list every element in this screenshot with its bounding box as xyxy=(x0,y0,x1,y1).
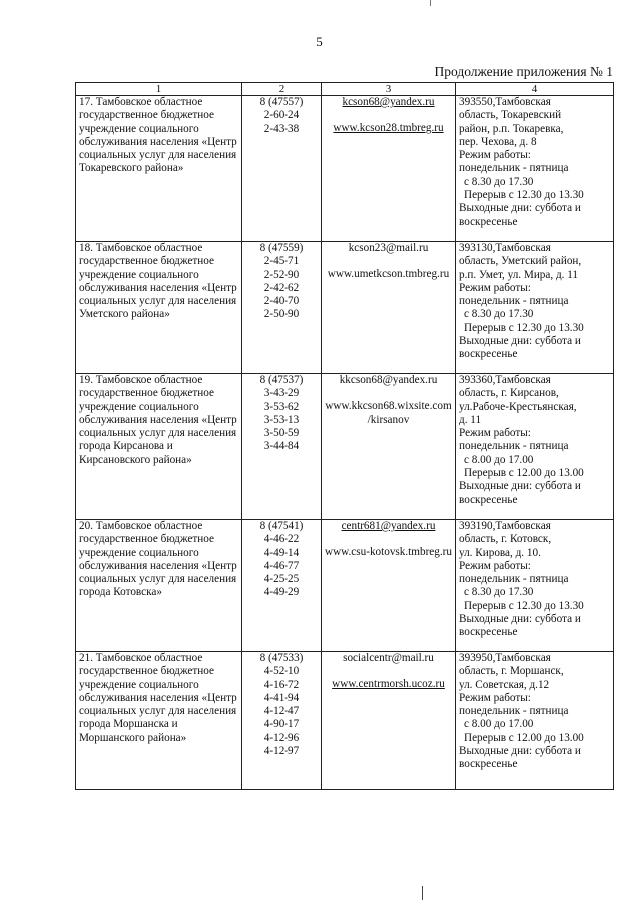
institution-name: 17. Тамбовское областное государственное бюджетное учреждение социального обслуживания населения «Центр социальных услуг для населения Токаревского района» xyxy=(76,96,242,242)
phone-number: 8 (47541) xyxy=(259,520,304,532)
hours-line: Режим работы: xyxy=(459,559,531,572)
phone-number: 4-90-17 xyxy=(263,718,300,731)
website-link[interactable]: www.csu-kotovsk.tmbreg.ru xyxy=(325,546,452,559)
contact-cell xyxy=(322,520,456,652)
hours-line: Перерыв с 12.30 до 13.30 xyxy=(464,189,584,202)
hours-line: Перерыв с 12.00 до 13.00 xyxy=(464,731,584,744)
scan-mark-bottom xyxy=(422,886,423,900)
phone-number: 4-25-25 xyxy=(263,573,300,586)
phone-number: 8 (47559) xyxy=(259,242,304,254)
hours-line: Перерыв с 12.00 до 13.00 xyxy=(464,467,584,480)
institution-name: 20. Тамбовское областное государственное бюджетное учреждение социального обслуживания населения «Центр социальных услуг для населения города Котовска» xyxy=(76,520,242,652)
address-line: д. 11 xyxy=(459,413,482,426)
hours-line: понедельник - пятница xyxy=(459,295,569,308)
phone-cell xyxy=(242,520,322,652)
hours-line: Перерыв с 12.30 до 13.30 xyxy=(464,321,584,334)
phone-number: 4-49-29 xyxy=(263,586,300,599)
hours-line: Режим работы: xyxy=(459,149,531,162)
continuation-title: Продолжение приложения № 1 xyxy=(434,64,613,79)
address-line: р.п. Умет, ул. Мира, д. 11 xyxy=(459,268,579,281)
column-header: 3 xyxy=(322,83,456,96)
hours-line: с 8.30 до 17.30 xyxy=(464,175,534,188)
table-row xyxy=(76,96,614,242)
email-link[interactable]: socialcentr@mail.ru xyxy=(343,652,434,664)
address-line: 393190,Тамбовская xyxy=(459,520,551,532)
phone-number: 2-52-90 xyxy=(263,268,300,281)
address-cell xyxy=(456,374,614,520)
address-line: ул.Рабоче-Крестьянская, xyxy=(459,400,577,413)
services-table xyxy=(75,82,614,790)
phone-number: 8 (47533) xyxy=(259,652,304,664)
table-row xyxy=(76,652,614,790)
contact-cell xyxy=(322,96,456,242)
address-line: пер. Чехова, д. 8 xyxy=(459,135,537,148)
phone-number: 4-46-77 xyxy=(263,559,300,572)
hours-line: Режим работы: xyxy=(459,691,531,704)
hours-line: с 8.00 до 17.00 xyxy=(464,718,534,731)
phone-number: 4-52-10 xyxy=(263,665,300,678)
hours-line: с 8.00 до 17.00 xyxy=(464,453,534,466)
phone-number: 4-16-72 xyxy=(263,678,300,691)
hours-line: Выходные дни: суббота и xyxy=(459,335,581,348)
hours-line: Выходные дни: суббота и xyxy=(459,202,581,215)
hours-line: воскресенье xyxy=(459,348,518,361)
hours-line: с 8.30 до 17.30 xyxy=(464,586,534,599)
address-line: область, Уметский район, xyxy=(459,255,582,268)
column-header: 2 xyxy=(242,83,322,96)
address-cell xyxy=(456,96,614,242)
phone-number: 2-60-24 xyxy=(263,109,300,122)
table-row xyxy=(76,520,614,652)
scan-mark-top xyxy=(430,0,431,6)
hours-line: Выходные дни: суббота и xyxy=(459,745,581,758)
phone-number: 2-40-70 xyxy=(263,295,300,308)
address-line: 393550,Тамбовская xyxy=(459,96,551,108)
phone-number: 2-43-38 xyxy=(263,122,300,135)
hours-line: воскресенье xyxy=(459,215,518,228)
table-row xyxy=(76,374,614,520)
email-link[interactable]: centr681@yandex.ru xyxy=(341,520,436,532)
hours-line: понедельник - пятница xyxy=(459,440,569,453)
phone-cell xyxy=(242,242,322,374)
phone-cell xyxy=(242,374,322,520)
phone-number: 4-12-47 xyxy=(263,705,300,718)
website-link[interactable]: www.kkcson68.wixsite.com/kirsanov xyxy=(325,400,452,426)
column-header: 4 xyxy=(456,83,614,96)
phone-number: 4-12-96 xyxy=(263,731,300,744)
hours-line: воскресенье xyxy=(459,758,518,771)
website-link[interactable]: www.centrmorsh.ucoz.ru xyxy=(332,678,445,691)
table-row xyxy=(76,242,614,374)
phone-number: 4-41-94 xyxy=(263,691,300,704)
address-line: область, г. Кирсанов, xyxy=(459,387,559,400)
hours-line: Выходные дни: суббота и xyxy=(459,613,581,626)
phone-number: 3-50-59 xyxy=(263,427,300,440)
phone-number: 4-46-22 xyxy=(263,533,300,546)
address-line: 393950,Тамбовская xyxy=(459,652,551,664)
hours-line: Перерыв с 12.30 до 13.30 xyxy=(464,599,584,612)
hours-line: понедельник - пятница xyxy=(459,573,569,586)
phone-number: 3-53-62 xyxy=(263,400,300,413)
phone-number: 3-53-13 xyxy=(263,413,300,426)
column-header-row xyxy=(76,83,614,96)
contact-cell xyxy=(322,652,456,790)
hours-line: Режим работы: xyxy=(459,427,531,440)
phone-number: 2-42-62 xyxy=(263,281,300,294)
address-cell xyxy=(456,652,614,790)
institution-name: 21. Тамбовское областное государственное бюджетное учреждение социального обслуживания населения «Центр социальных услуг для населения города Моршанска и Моршанского района» xyxy=(76,652,242,790)
hours-line: Выходные дни: суббота и xyxy=(459,480,581,493)
address-line: ул. Кирова, д. 10. xyxy=(459,546,541,559)
page-number: 5 xyxy=(316,34,323,49)
email-link[interactable]: kcson68@yandex.ru xyxy=(342,96,435,108)
phone-number: 3-43-29 xyxy=(263,387,300,400)
hours-line: Режим работы: xyxy=(459,281,531,294)
address-cell xyxy=(456,520,614,652)
website-link[interactable]: www.kcson28.tmbreg.ru xyxy=(333,122,444,135)
address-line: область, Токаревский xyxy=(459,109,562,122)
email-link[interactable]: kcson23@mail.ru xyxy=(348,242,429,254)
institution-name: 18. Тамбовское областное государственное бюджетное учреждение социального обслуживания населения «Центр социальных услуг для населения Уметского района» xyxy=(76,242,242,374)
phone-number: 8 (47557) xyxy=(259,96,304,108)
column-header: 1 xyxy=(76,83,242,96)
phone-number: 2-50-90 xyxy=(263,308,300,321)
address-line: ул. Советская, д.12 xyxy=(459,678,550,691)
hours-line: воскресенье xyxy=(459,626,518,639)
address-line: область, г. Котовск, xyxy=(459,533,552,546)
contact-cell xyxy=(322,374,456,520)
address-line: область, г. Моршанск, xyxy=(459,665,564,678)
hours-line: понедельник - пятница xyxy=(459,162,569,175)
phone-number: 4-12-97 xyxy=(263,745,300,758)
address-line: 393130,Тамбовская xyxy=(459,242,551,254)
phone-cell xyxy=(242,96,322,242)
phone-number: 2-45-71 xyxy=(263,255,300,268)
address-line: район, р.п. Токаревка, xyxy=(459,122,564,135)
email-link[interactable]: kkcson68@yandex.ru xyxy=(339,374,438,386)
institution-name: 19. Тамбовское областное государственное бюджетное учреждение социального обслуживания населения «Центр социальных услуг для населения города Кирсанова и Кирсановского района» xyxy=(76,374,242,520)
hours-line: понедельник - пятница xyxy=(459,705,569,718)
phone-cell xyxy=(242,652,322,790)
phone-number: 4-49-14 xyxy=(263,546,300,559)
website-link[interactable]: www.umetkcson.tmbreg.ru xyxy=(327,268,450,281)
phone-number: 8 (47537) xyxy=(259,374,304,386)
hours-line: воскресенье xyxy=(459,493,518,506)
address-line: 393360,Тамбовская xyxy=(459,374,551,386)
hours-line: с 8.30 до 17.30 xyxy=(464,308,534,321)
address-cell xyxy=(456,242,614,374)
phone-number: 3-44-84 xyxy=(263,440,300,453)
contact-cell xyxy=(322,242,456,374)
